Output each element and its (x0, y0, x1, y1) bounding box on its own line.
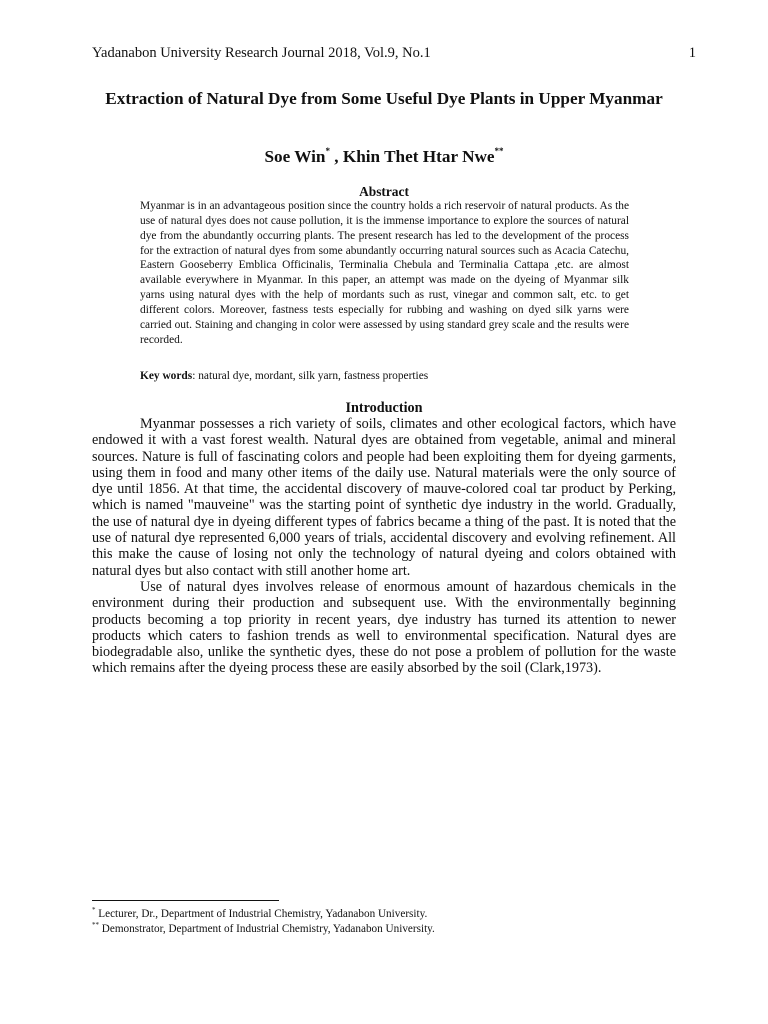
introduction-paragraph: Use of natural dyes involves release of enormous amount of hazardous chemicals in the environment during their production and subsequent use. With the environmentally beginning products becoming a top priority in recent years, dye industry has turned its attention to newer products which caters to fashion trends as well to environmental specification. Natural dyes are biodegradable also, unlike the synthetic dyes, these do not pose a problem of pollution for the waste which remains after the dyeing process these are easily absorbed by the soil (Clark,1973). (92, 578, 676, 677)
keywords-list: : natural dye, mordant, silk yarn, fastness properties (192, 370, 429, 382)
author-separator: , (329, 147, 343, 166)
footnotes (92, 907, 692, 936)
footnote (92, 907, 692, 922)
running-header (92, 45, 696, 62)
introduction-paragraph: Myanmar possesses a rich variety of soils, climates and other ecological factors, which have endowed it with a vast forest wealth. Natural dyes are obtained from vegetable, animal and mineral sources. Nature is full of fascinating colors and people had been exploiting them for dyeing garments, using them in food and many other items of the daily use. Natural materials were the only source of dye until 1856. At that time, the accidental discovery of mauve-colored coal tar product by Perking, which is named "mauveine" was the starting point of synthetic dye industry in the world. Gradually, the use of natural dye in dyeing different types of fabrics became a thing of the past. It is noted that the use of natural dye represented 6,000 years of trials, accidental discovery and evolving refinement. All this make the cause of losing not only the technology of natural dyeing and colors obtained with natural dyes but also contact with still another home art. (92, 416, 676, 579)
introduction-heading: Introduction (345, 400, 423, 416)
footnote-divider (92, 900, 279, 901)
abstract-heading: Abstract (359, 184, 409, 199)
author-name: Soe Win (264, 147, 326, 166)
footnote-mark: * (92, 906, 96, 914)
footnote-text: Demonstrator, Department of Industrial Chemistry, Yadanabon University. (99, 922, 435, 935)
author-line (92, 147, 676, 167)
author-footnote-mark: * (325, 146, 330, 156)
abstract-text: Myanmar is in an advantageous position since the country holds a rich reservoir of natural products. As the use of natural dyes does not cause pollution, it is the immense importance to explore the sources of natural dye from the abundantly occurring plants. The present research has led to the development of the process for the extraction of natural dyes from some abundantly occurring natural sources such as Acacia Catechu, Eastern Gooseberry Emblica Officinalis, Terminalia Chebula and Terminalia Cattapa ,etc. are almost available everywhere in Myanmar. In this paper, an attempt was made on the dyeing of Myanmar silk yarns using natural dyes with the help of mordants such as rust, vinegar and common salt, etc. to get different colors. Moreover, fastness tests especially for rubbing and washing on dyed silk yarns were carried out. Staining and changing in color were assessed by using standard grey scale and the results were recorded. (140, 200, 629, 346)
keywords-line (140, 369, 629, 383)
page-number: 1 (688, 45, 696, 61)
footnote (92, 922, 692, 937)
footnote-text: Lecturer, Dr., Department of Industrial Chemistry, Yadanabon University. (95, 908, 428, 920)
author-name: Khin Thet Htar Nwe (342, 147, 495, 166)
author-footnote-mark: ** (494, 146, 504, 156)
journal-name: Yadanabon University Research Journal 2018, Vol.9, No.1 (92, 45, 431, 61)
keywords-label: Key words (140, 370, 193, 382)
footnote-mark: ** (92, 920, 99, 929)
introduction-body (92, 416, 676, 677)
paper-title: Extraction of Natural Dye from Some Useful Dye Plants in Upper Myanmar (105, 89, 663, 108)
